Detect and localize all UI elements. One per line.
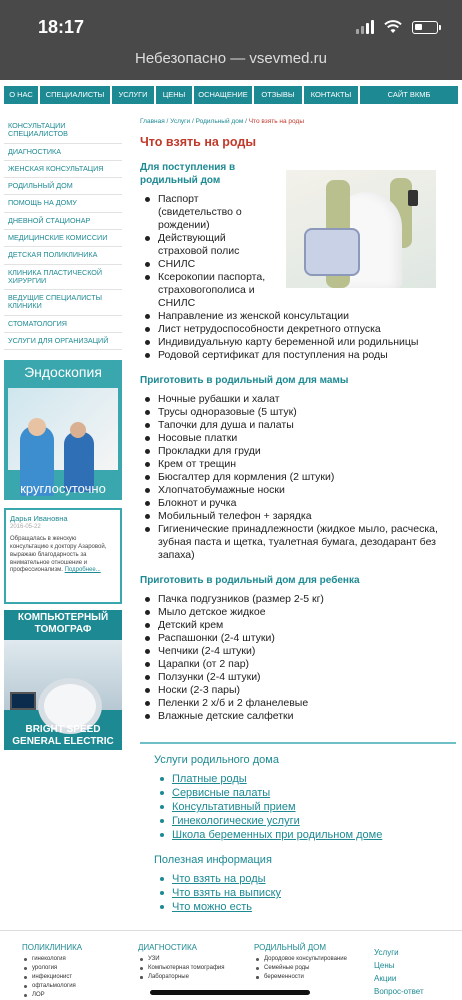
- footer-col-title[interactable]: РОДИЛЬНЫЙ ДОМ: [254, 943, 327, 952]
- link-pregnancy-school[interactable]: Школа беременных при родильном доме: [154, 828, 456, 842]
- doctors-photo: [8, 388, 118, 470]
- sidebar-item-plastic-surgery[interactable]: КЛИНИКА ПЛАСТИЧЕСКОЙ ХИРУРГИИ: [4, 265, 122, 291]
- review-text: Обращалась в женскую консультацию к доктору Азаровой, выражаю благодарность за внимательное отношение и профессионализм. Подробнее...: [10, 536, 107, 574]
- list-item: Направление из женской консультации: [140, 310, 440, 323]
- nav-about[interactable]: О НАС: [4, 86, 38, 104]
- footer-link[interactable]: Лабораторные: [138, 973, 238, 982]
- list-item: Царапки (от 2 пар): [140, 658, 456, 671]
- sidebar-item-consultations[interactable]: КОНСУЛЬТАЦИИ СПЕЦИАЛИСТОВ: [4, 118, 122, 144]
- link-paid-births[interactable]: Платные роды: [154, 772, 456, 786]
- review-more-link[interactable]: Подробнее...: [64, 567, 101, 574]
- list-item: Хлопчатобумажные носки: [140, 484, 456, 497]
- mother-list: [140, 393, 456, 562]
- endoscopy-promo-banner[interactable]: [4, 360, 122, 500]
- wifi-icon: [384, 20, 402, 34]
- nav-contacts[interactable]: КОНТАКТЫ: [304, 86, 358, 104]
- maternity-services-links: [154, 772, 456, 842]
- sidebar-item-medical-commissions[interactable]: МЕДИЦИНСКИЕ КОМИССИИ: [4, 230, 122, 247]
- list-item: Носовые платки: [140, 432, 456, 445]
- footer-link-faq[interactable]: Вопрос-ответ: [374, 987, 424, 996]
- footer-link[interactable]: беременности: [254, 973, 354, 982]
- page-title: Что взять на роды: [140, 135, 257, 149]
- footer-link[interactable]: УЗИ: [138, 955, 238, 964]
- sidebar-item-diagnostics[interactable]: ДИАГНОСТИКА: [4, 144, 122, 161]
- related-links: [140, 742, 456, 914]
- list-item: Лист нетрудоспособности декретного отпуска: [140, 323, 440, 336]
- footer-link[interactable]: ЛОР: [22, 991, 82, 1000]
- list-item: Пачка подгузников (размер 2-5 кг): [140, 593, 456, 606]
- list-item: Ксерокопии паспорта, страховогополиса и СНИЛС: [140, 271, 270, 310]
- link-service-wards[interactable]: Сервисные палаты: [154, 786, 456, 800]
- footer-link[interactable]: Семейные роды: [254, 964, 354, 973]
- home-indicator[interactable]: [150, 990, 310, 995]
- sidebar-item-childrens-clinic[interactable]: ДЕТСКАЯ ПОЛИКЛИНИКА: [4, 247, 122, 264]
- link-gynecology-services[interactable]: Гинекологические услуги: [154, 814, 456, 828]
- list-item: Чепчики (2-4 штуки): [140, 645, 456, 658]
- tomograph-promo-banner[interactable]: [4, 610, 122, 750]
- sidebar: [4, 118, 122, 750]
- nav-vkmb-site[interactable]: САЙТ ВКМБ: [360, 86, 458, 104]
- breadcrumb: Главная / Услуги / Родильный дом / Что взять на роды: [140, 118, 304, 125]
- section-admission-title: Для поступления в родильный дом: [140, 162, 236, 186]
- footer-col-title[interactable]: ДИАГНОСТИКА: [138, 943, 197, 952]
- list-item: Ночные рубашки и халат: [140, 393, 456, 406]
- sidebar-item-home-care[interactable]: ПОМОЩЬ НА ДОМУ: [4, 195, 122, 212]
- footer-link[interactable]: Дородовое консультирование: [254, 955, 354, 964]
- list-item: Мыло детское жидкое: [140, 606, 456, 619]
- main-content: [140, 118, 456, 723]
- footer-link[interactable]: Компьютерная томография: [138, 964, 238, 973]
- section-baby-title: Приготовить в родильный дом для ребенка: [140, 575, 360, 586]
- list-item: Тапочки для душа и палаты: [140, 419, 456, 432]
- list-item: Мобильный телефон + зарядка: [140, 510, 456, 523]
- list-item: Блокнот и ручка: [140, 497, 456, 510]
- maternity-services-title: Услуги родильного дома: [154, 754, 279, 766]
- list-item: СНИЛС: [140, 258, 270, 271]
- breadcrumb-current: Что взять на роды: [248, 118, 304, 125]
- link-what-can-eat[interactable]: Что можно есть: [154, 900, 456, 914]
- breadcrumb-services[interactable]: Услуги: [170, 118, 191, 125]
- footer-link[interactable]: инфекционист: [22, 973, 82, 982]
- nav-prices[interactable]: ЦЕНЫ: [156, 86, 192, 104]
- cellular-signal-icon: [356, 20, 374, 34]
- tomograph-promo-model: BRIGHT SPEED GENERAL ELECTRIC: [12, 724, 114, 748]
- endoscopy-promo-title: Эндоскопия: [24, 364, 102, 381]
- sidebar-item-leading-specialists[interactable]: ВЕДУЩИЕ СПЕЦИАЛИСТЫ КЛИНИКИ: [4, 290, 122, 316]
- nav-reviews[interactable]: ОТЗЫВЫ: [254, 86, 302, 104]
- footer-link-promotions[interactable]: Акции: [374, 974, 397, 983]
- list-item: Ползунки (2-4 штуки): [140, 671, 456, 684]
- browser-chrome: [0, 0, 462, 80]
- list-item: Влажные детские салфетки: [140, 710, 456, 723]
- sidebar-item-corporate-services[interactable]: УСЛУГИ ДЛЯ ОРГАНИЗАЦИЙ: [4, 333, 122, 350]
- link-consultation[interactable]: Консультативный прием: [154, 800, 456, 814]
- sidebar-item-dentistry[interactable]: СТОМАТОЛОГИЯ: [4, 316, 122, 333]
- footer-col-clinic: [22, 943, 82, 1000]
- list-item: Бюсгалтер для кормления (2 штуки): [140, 471, 456, 484]
- footer-col-maternity: [254, 943, 354, 982]
- nav-equipment[interactable]: ОСНАЩЕНИЕ: [194, 86, 252, 104]
- list-item: Родовой сертификат для поступления на роды: [140, 349, 440, 362]
- footer-link-services[interactable]: Услуги: [374, 948, 399, 957]
- breadcrumb-home[interactable]: Главная: [140, 118, 165, 125]
- footer-link[interactable]: офтальмология: [22, 982, 82, 991]
- url-bar[interactable]: Небезопасно — vsevmed.ru: [135, 50, 327, 67]
- tomograph-photo: [4, 640, 122, 710]
- sidebar-item-maternity[interactable]: РОДИЛЬНЫЙ ДОМ: [4, 178, 122, 195]
- list-item: Крем от трещин: [140, 458, 456, 471]
- status-time: 18:17: [38, 17, 85, 37]
- review-date: 2016-05-22: [10, 524, 41, 531]
- footer-link[interactable]: гинекология: [22, 955, 82, 964]
- link-what-to-take-discharge[interactable]: Что взять на выписку: [154, 886, 456, 900]
- useful-info-title: Полезная информация: [154, 854, 272, 866]
- top-navigation: [4, 86, 458, 104]
- endoscopy-promo-subtitle: круглосуточно: [20, 481, 106, 497]
- battery-icon: [412, 21, 438, 34]
- review-author: Дарья Ивановна: [10, 514, 68, 524]
- footer-col-title[interactable]: ПОЛИКЛИНИКА: [22, 943, 83, 952]
- list-item: Прокладки для груди: [140, 445, 456, 458]
- list-item: Гигиенические принадлежности (жидкое мыло, расческа, зубная паста и щетка, туалетная бумага, дезодарант без запаха): [140, 523, 456, 562]
- list-item: Пеленки 2 х/б и 2 фланелевые: [140, 697, 456, 710]
- list-item: Паспорт (свидетельство о рождении): [140, 193, 270, 232]
- review-card: [4, 508, 122, 604]
- status-icons: [356, 20, 438, 34]
- nav-services[interactable]: УСЛУГИ: [112, 86, 154, 104]
- breadcrumb-maternity[interactable]: Родильный дом: [195, 118, 244, 125]
- useful-info-links: [154, 872, 456, 914]
- tomograph-promo-title: КОМПЬЮТЕРНЫЙ ТОМОГРАФ: [17, 612, 109, 636]
- footer-link-prices[interactable]: Цены: [374, 961, 395, 970]
- footer-col-diagnostics: [138, 943, 238, 982]
- link-what-to-take-birth[interactable]: Что взять на роды: [154, 872, 456, 886]
- list-item: Действующий страховой полис: [140, 232, 270, 258]
- list-item: Распашонки (2-4 штуки): [140, 632, 456, 645]
- sidebar-item-day-hospital[interactable]: ДНЕВНОЙ СТАЦИОНАР: [4, 213, 122, 230]
- list-item: Индивидуальную карту беременной или родильницы: [140, 336, 440, 349]
- baby-list: [140, 593, 456, 723]
- list-item: Носки (2-3 пары): [140, 684, 456, 697]
- footer-col-misc: [374, 943, 424, 998]
- pregnant-woman-photo: [286, 170, 436, 288]
- list-item: Трусы одноразовые (5 штук): [140, 406, 456, 419]
- footer-link[interactable]: урология: [22, 964, 82, 973]
- sidebar-item-womens-clinic[interactable]: ЖЕНСКАЯ КОНСУЛЬТАЦИЯ: [4, 161, 122, 178]
- list-item: Детский крем: [140, 619, 456, 632]
- nav-specialists[interactable]: СПЕЦИАЛИСТЫ: [40, 86, 110, 104]
- section-mother-title: Приготовить в родильный дом для мамы: [140, 375, 349, 386]
